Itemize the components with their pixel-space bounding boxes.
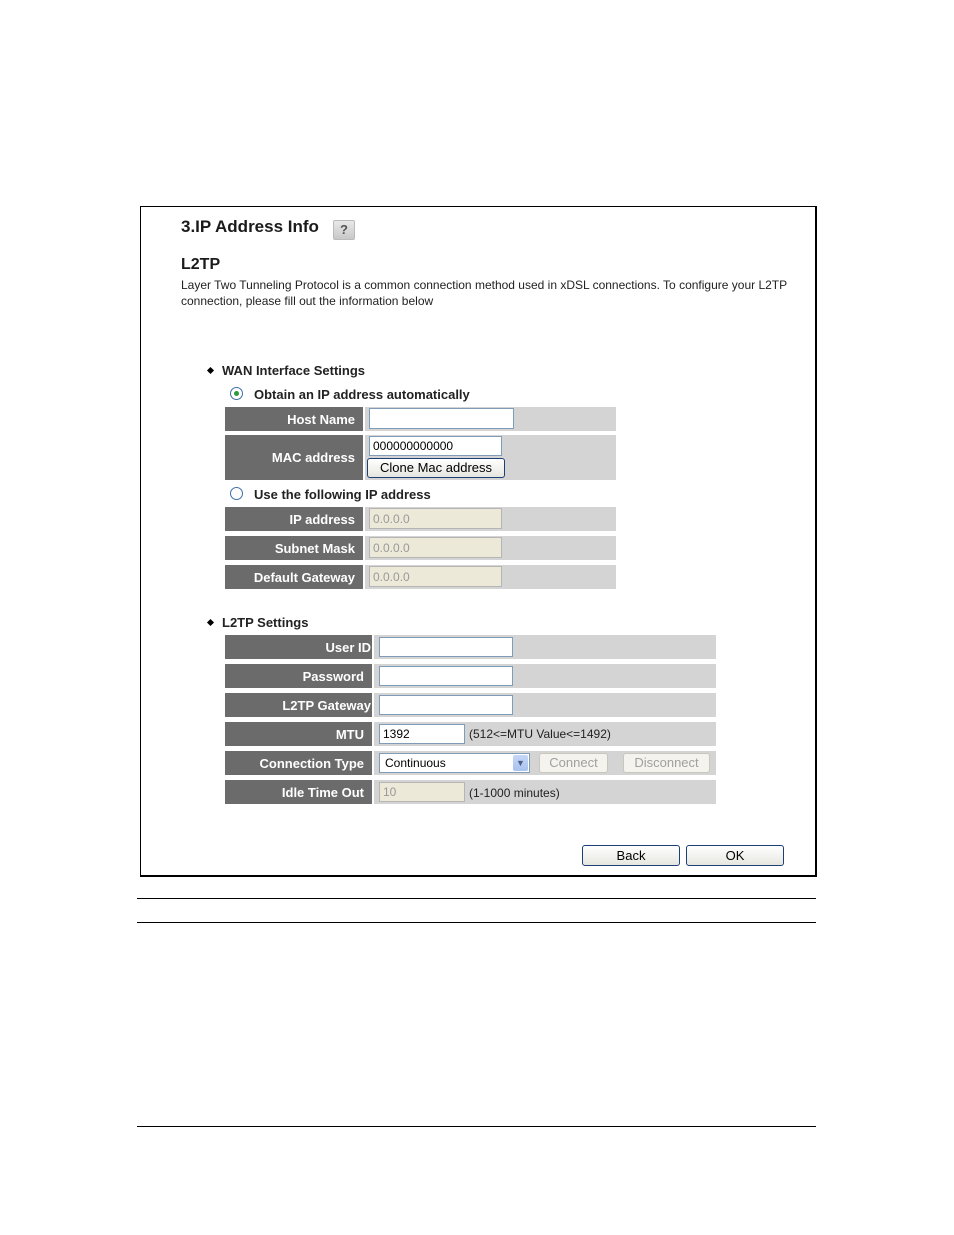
subnet-input[interactable]	[369, 537, 502, 558]
clone-mac-button[interactable]: Clone Mac address	[367, 458, 505, 478]
l2tp-gateway-label: L2TP Gateway	[225, 693, 372, 717]
help-icon[interactable]: ?	[333, 220, 355, 240]
user-id-label: User ID	[225, 635, 372, 659]
connection-type-label: Connection Type	[225, 751, 372, 775]
radio-manual[interactable]	[230, 487, 243, 500]
host-name-label: Host Name	[225, 407, 363, 431]
page-title: 3.IP Address Info	[181, 217, 319, 236]
mtu-input[interactable]	[379, 724, 465, 744]
mtu-label: MTU	[225, 722, 372, 746]
bullet-icon	[207, 367, 214, 374]
back-button[interactable]: Back	[582, 845, 680, 866]
l2tp-settings-heading: L2TP Settings	[208, 615, 308, 630]
idle-label: Idle Time Out	[225, 780, 372, 804]
wan-settings-heading: WAN Interface Settings	[208, 363, 365, 378]
gateway-input[interactable]	[369, 566, 502, 587]
obtain-auto-option[interactable]: Obtain an IP address automatically	[230, 387, 470, 402]
mtu-note: (512<=MTU Value<=1492)	[469, 727, 611, 741]
connect-button[interactable]: Connect	[539, 753, 608, 773]
connection-type-select[interactable]: Continuous ▼	[379, 753, 530, 773]
manual-ip-option[interactable]: Use the following IP address	[230, 487, 431, 502]
gateway-label: Default Gateway	[225, 565, 363, 589]
description: Layer Two Tunneling Protocol is a common connection method used in xDSL connections. To configure your L2TP connection, please fill out the information below	[181, 278, 787, 308]
ip-input[interactable]	[369, 508, 502, 529]
host-name-input[interactable]	[369, 408, 514, 429]
password-input[interactable]	[379, 666, 513, 686]
divider	[137, 1126, 816, 1127]
mac-input[interactable]	[369, 436, 502, 456]
ip-label: IP address	[225, 507, 363, 531]
idle-note: (1-1000 minutes)	[469, 786, 560, 800]
idle-input[interactable]	[379, 782, 465, 802]
mac-label: MAC address	[225, 435, 363, 480]
subnet-label: Subnet Mask	[225, 536, 363, 560]
ok-button[interactable]: OK	[686, 845, 784, 866]
password-label: Password	[225, 664, 372, 688]
l2tp-gateway-input[interactable]	[379, 695, 513, 715]
chevron-down-icon[interactable]: ▼	[513, 755, 528, 771]
user-id-input[interactable]	[379, 637, 513, 657]
radio-auto[interactable]	[230, 387, 243, 400]
divider	[137, 922, 816, 923]
disconnect-button[interactable]: Disconnect	[623, 753, 710, 773]
settings-panel	[140, 206, 817, 877]
section-title: L2TP	[181, 256, 221, 273]
divider	[137, 898, 816, 899]
bullet-icon	[207, 619, 214, 626]
